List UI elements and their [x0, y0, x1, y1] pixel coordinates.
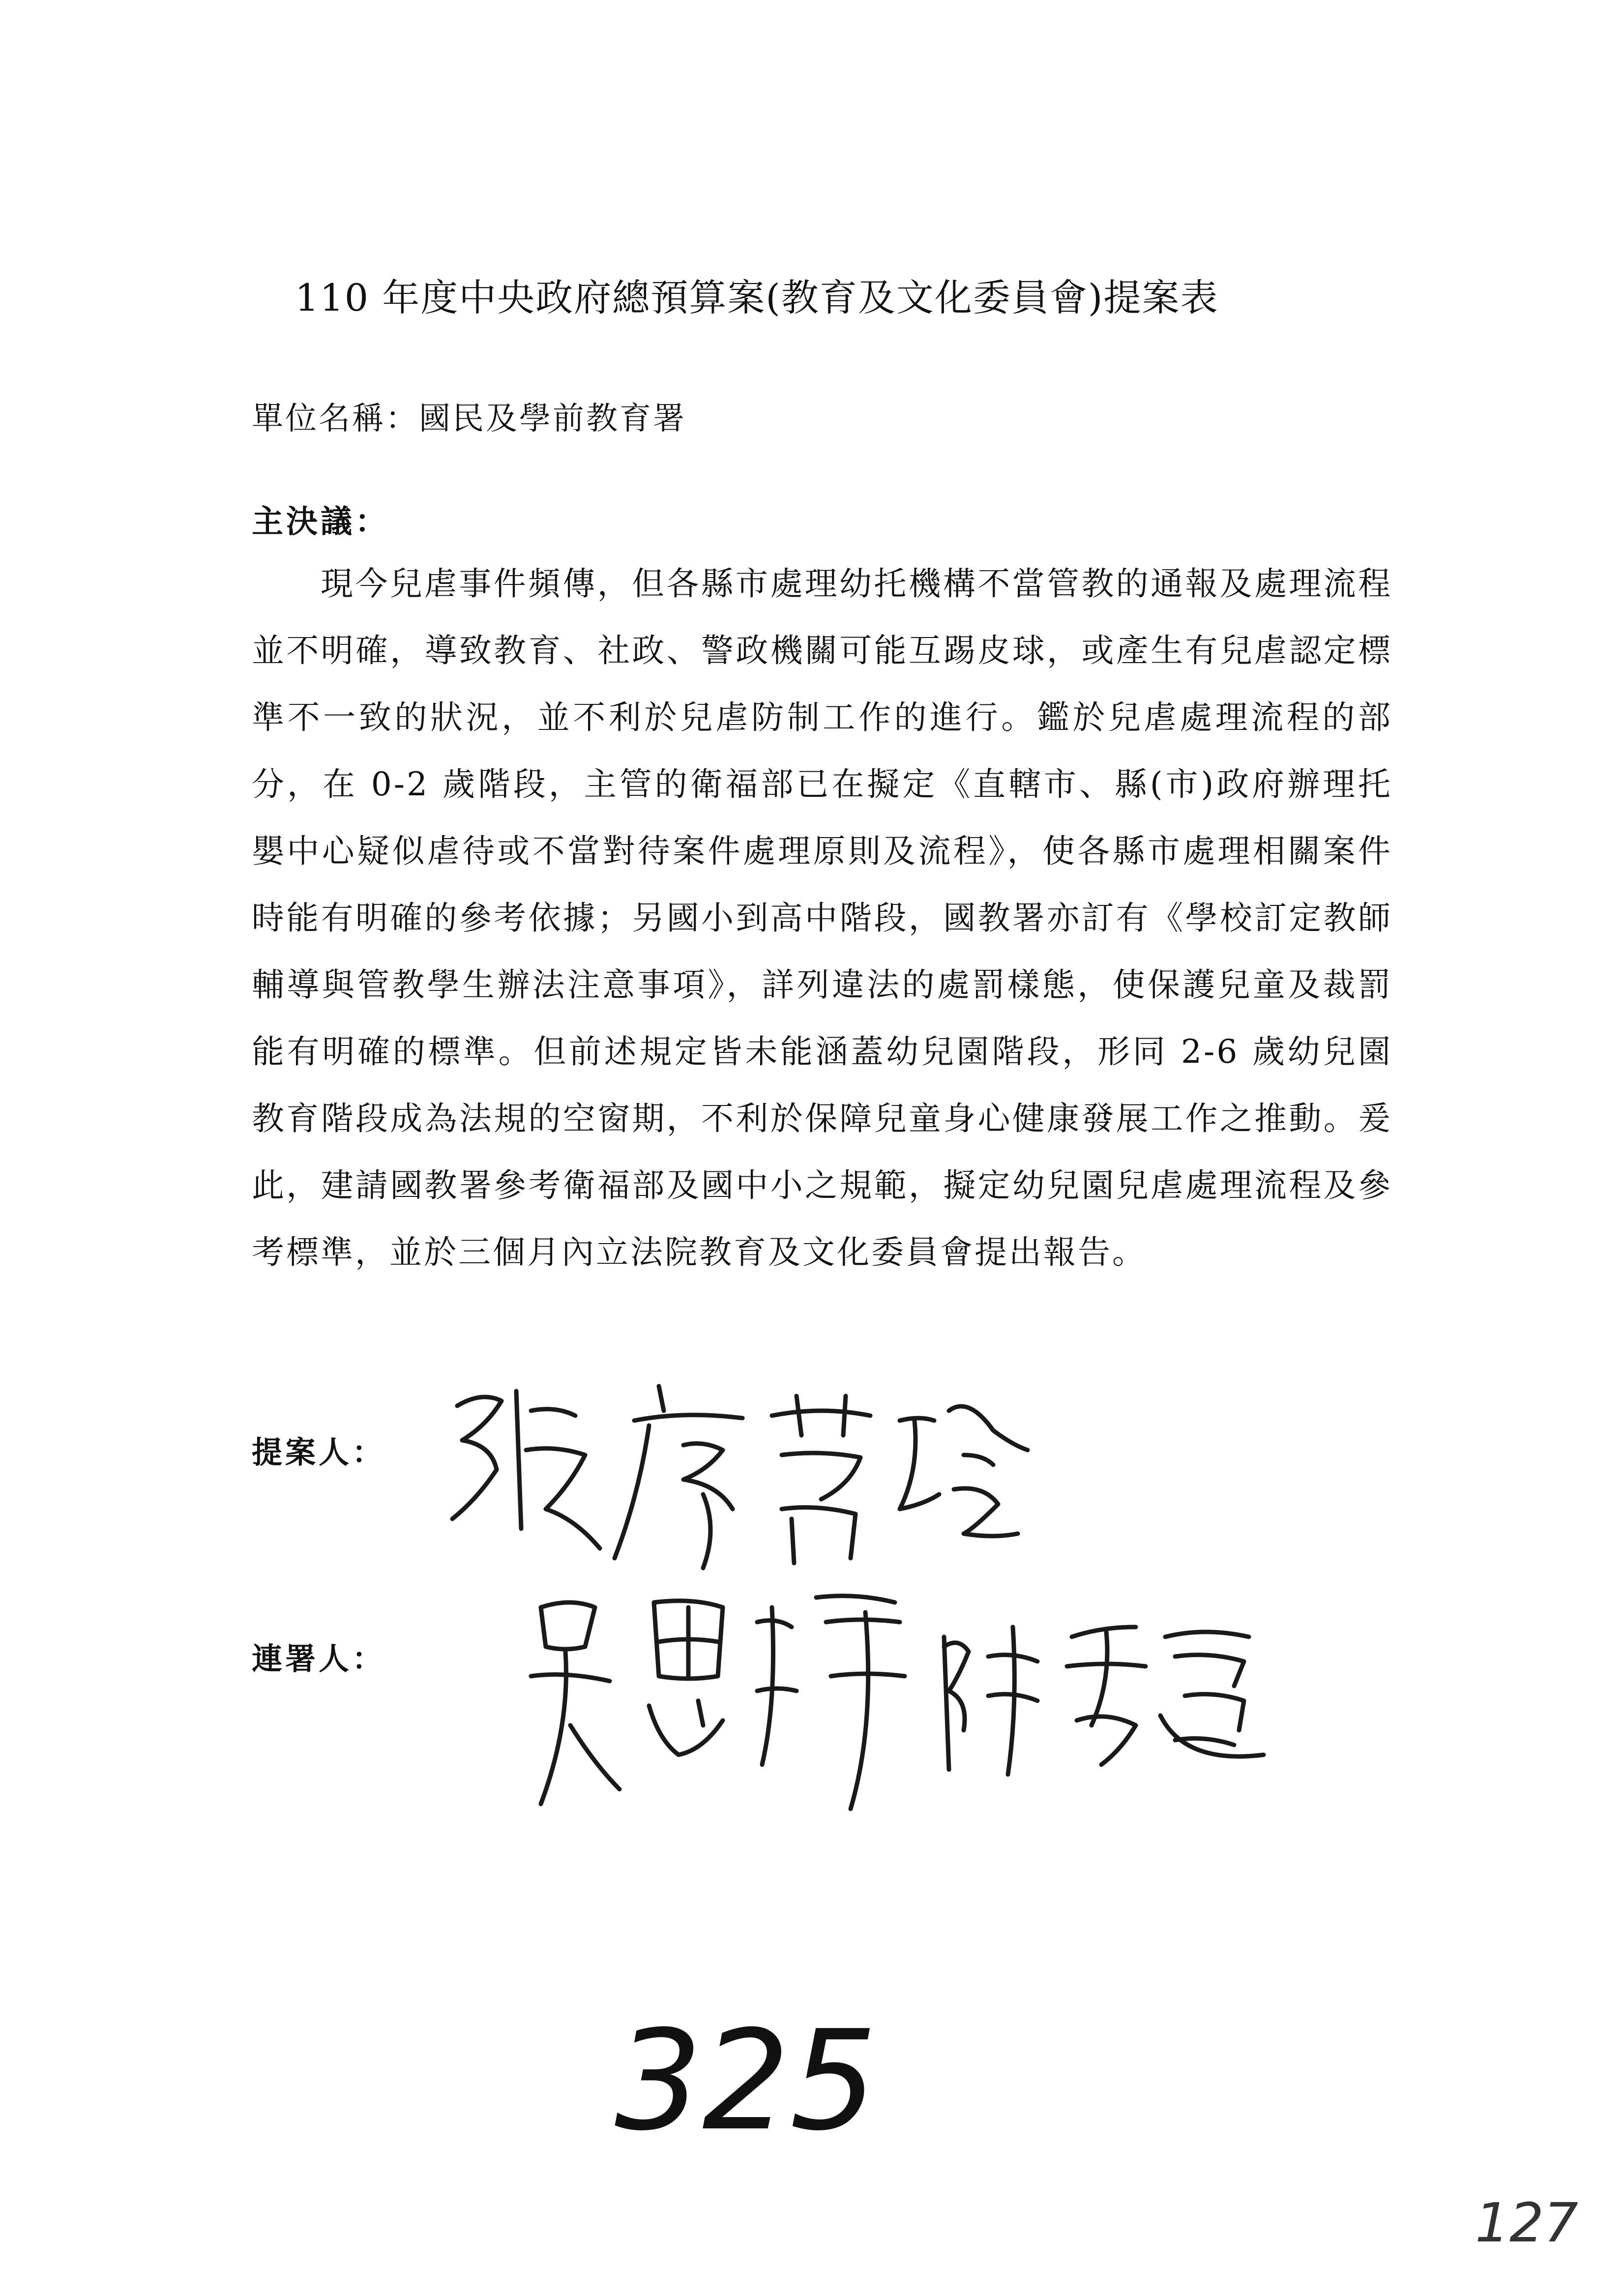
- handwritten-page-number-text: 325: [615, 2001, 878, 2161]
- proposer-label: 提案人：: [252, 1434, 386, 1470]
- cosigner-signature-2: [929, 1607, 1273, 1794]
- unit-name: 國民及學前教育署: [419, 401, 686, 437]
- corner-mark: [1470, 2187, 1578, 2261]
- cosigner-signature-1: [511, 1578, 939, 1833]
- resolution-body: 現今兒虐事件頻傳，但各縣市處理幼托機構不當管教的通報及處理流程並不明確，導致教育、社政、警政機關可能互踢皮球，或產生有兒虐認定標準不一致的狀況，並不利於兒虐防制工作的進行。鑑於兒虐處理流程的部分，在 0-2 歲階段，主管的衛福部已在擬定《直轄市、縣(市)政府辦理托嬰中心疑似虐待或不當對待案件處理原則及流程》，使各縣市處理相關案件時能有明確的參考依據；另國小到高中階段，國教署亦訂有《學校訂定教師輔導與管教學生辦法注意事項》，詳列違法的處罰樣態，使保護兒童及裁罰能有明確的標準。但前述規定皆未能涵蓋幼兒園階段，形同 2-6 歲幼兒園教育階段成為法規的空窗期，不利於保障兒童身心健康發展工作之推動。爰此，建請國教署參考衛福部及國中小之規範，擬定幼兒園兒虐處理流程及參考標準，並於三個月內立法院教育及文化委員會提出報告。: [252, 565, 1392, 1271]
- unit-label: 單位名稱：: [252, 401, 419, 437]
- document-title: 110 年度中央政府總預算案(教育及文化委員會)提案表: [295, 276, 1219, 320]
- corner-mark-text: 127: [1475, 2191, 1578, 2254]
- cosigner-label: 連署人：: [252, 1641, 386, 1677]
- proposer-signature: [428, 1371, 1042, 1578]
- resolution-label: 主決議：: [252, 504, 389, 540]
- unit-line: [252, 393, 686, 438]
- handwritten-page-number: [605, 2001, 880, 2161]
